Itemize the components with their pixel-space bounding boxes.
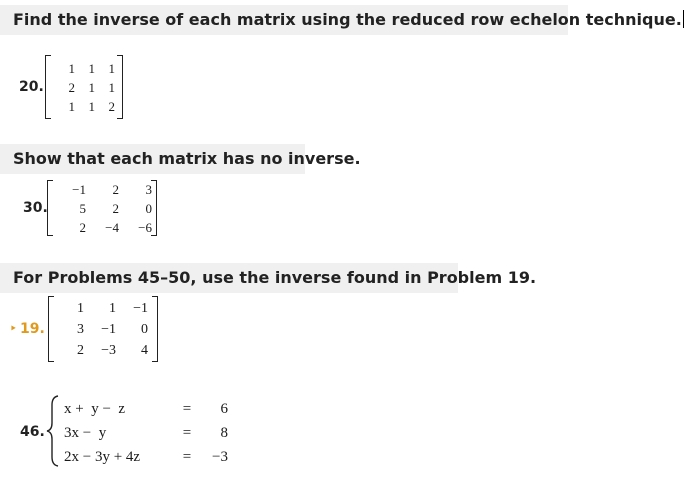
- equation-system-46: [46, 395, 236, 467]
- section-heading-inverse: [0, 5, 682, 35]
- matrix-cell: 2: [108, 98, 115, 114]
- problem-number-30: 30.: [23, 200, 48, 216]
- problem-number-20: 20.: [19, 79, 44, 95]
- heading-text: For Problems 45–50, use the inverse found in Problem 19.: [13, 268, 537, 287]
- heading-text: Find the inverse of each matrix using the reduced row echelon technique.: [13, 10, 682, 29]
- matrix-cell: −6: [138, 219, 152, 235]
- matrix-problem-19: [48, 296, 158, 362]
- heading-text: Show that each matrix has no inverse.: [13, 149, 361, 168]
- matrix-cell: −3: [101, 342, 116, 358]
- equation-rhs: −3: [212, 448, 228, 465]
- matrix-problem-20: [45, 55, 123, 119]
- left-brace-icon: [46, 395, 60, 467]
- matrix-cell: 0: [141, 321, 148, 337]
- matrix-cell: 3: [145, 181, 152, 197]
- section-heading-no-inverse: [0, 144, 361, 174]
- equation-rhs: 6: [220, 400, 228, 417]
- matrix-cell: 1: [77, 300, 84, 316]
- matrix-cell: 1: [88, 98, 95, 114]
- equation-lhs: x + y − z: [64, 400, 126, 417]
- matrix-cell: 1: [109, 300, 116, 316]
- matrix-cell: 2: [68, 79, 75, 95]
- matrix-cell: 4: [141, 342, 148, 358]
- matrix-cell: 2: [77, 342, 84, 358]
- equation-lhs: 2x − 3y + 4z: [64, 448, 141, 465]
- matrix-cell: 2: [79, 219, 86, 235]
- section-heading-use-inverse: [0, 263, 537, 293]
- matrix-cell: 1: [68, 60, 75, 76]
- matrix-cell: 0: [145, 200, 152, 216]
- equals-sign: =: [182, 424, 192, 441]
- matrix-cell: 3: [77, 321, 84, 337]
- matrix-cell: 1: [68, 98, 75, 114]
- matrix-cell: −4: [105, 219, 119, 235]
- problem-number-19: 19.: [20, 321, 45, 337]
- matrix-problem-30: [47, 180, 157, 236]
- problem-number-46: 46.: [20, 424, 45, 440]
- matrix-cell: −1: [133, 300, 148, 316]
- equals-sign: =: [182, 448, 192, 465]
- matrix-cell: 1: [88, 60, 95, 76]
- matrix-cell: 1: [108, 79, 115, 95]
- equation-lhs: 3x − y: [64, 424, 107, 441]
- bookmark-marker-icon: ‣: [10, 323, 17, 335]
- matrix-cell: −1: [72, 181, 86, 197]
- matrix-cell: 2: [112, 181, 119, 197]
- matrix-cell: 1: [108, 60, 115, 76]
- matrix-cell: 5: [79, 200, 86, 216]
- equals-sign: =: [182, 400, 192, 417]
- equation-rhs: 8: [220, 424, 228, 441]
- matrix-cell: 1: [88, 79, 95, 95]
- matrix-cell: 2: [112, 200, 119, 216]
- matrix-cell: −1: [101, 321, 116, 337]
